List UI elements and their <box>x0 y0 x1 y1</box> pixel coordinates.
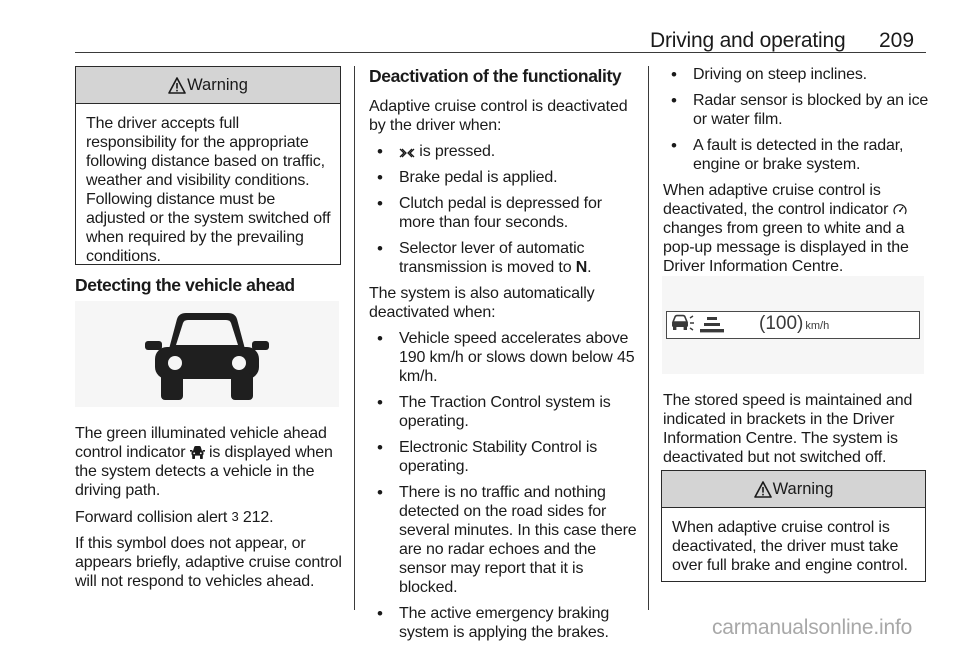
section-heading-detecting: Detecting the vehicle ahead <box>75 275 295 295</box>
page-number: 209 <box>879 29 915 52</box>
display-bar <box>666 311 920 339</box>
list-item: • Brake pedal is applied. <box>369 168 639 187</box>
auto-deactivation-list-continued <box>663 65 929 174</box>
list-item <box>369 142 639 161</box>
page-ref-arrow-icon: 3 <box>231 509 239 524</box>
paragraph-stored-speed: The stored speed is maintained and indicated in brackets in the Driver Information Centre. The system is deactivated but not switched off. <box>663 392 913 466</box>
auto-deactivation-list <box>369 329 639 642</box>
warning-box-deactivated <box>661 470 926 582</box>
paragraph-forward-collision-ref <box>75 507 343 527</box>
stored-speed-value: (100) <box>759 313 804 334</box>
text-span: is displayed when the system detects a vehicle in the driving path. <box>75 444 333 499</box>
warning-title: Warning <box>772 479 834 498</box>
watermark: carmanualsonline.info <box>712 616 913 639</box>
column-1-text <box>75 424 343 598</box>
column-3-text-bottom <box>663 391 929 474</box>
column-divider-2 <box>648 66 649 610</box>
speed-unit: km/h <box>805 320 830 332</box>
paragraph-vehicle-ahead-indicator <box>75 424 343 500</box>
paragraph-indicator-changes <box>663 181 929 276</box>
text-span: Forward collision alert <box>75 509 232 526</box>
adaptive-cruise-car-icon <box>671 314 695 334</box>
section-heading-deactivation: Deactivation of the functionality <box>369 66 622 86</box>
text-span: . <box>587 259 592 276</box>
warning-triangle-icon <box>168 77 186 94</box>
cancel-cruise-button-icon <box>399 148 415 158</box>
list-item: • The Traction Control system is operating. <box>369 393 639 431</box>
list-item: • There is no traffic and nothing detected on the road sides for several minutes. In this case there are no radar echoes and the sensor may report that it is blocked. <box>369 483 639 597</box>
warning-text: The driver accepts full responsibility for the appropriate following distance based on traffic, weather and visibility conditions. Following distance must be adjusted or the system switched off when required by the prevailing conditions. <box>86 115 331 265</box>
vehicle-ahead-indicator-icon <box>190 446 205 459</box>
paragraph-auto-deactivation: The system is also automatically deactivated when: <box>369 285 595 321</box>
text-span: The green illuminated vehicle ahead control indicator <box>75 425 327 461</box>
warning-header <box>662 471 925 508</box>
list-item: • Driving on steep inclines. <box>663 65 929 84</box>
text-span: is pressed. <box>415 143 496 160</box>
stored-speed-readout <box>759 313 829 335</box>
page-header-title: Driving and operating <box>650 29 846 52</box>
paragraph-symbol-not-appear: If this symbol does not appear, or appears briefly, adaptive cruise control will not respond to vehicles ahead. <box>75 535 342 590</box>
warning-header <box>76 67 340 104</box>
list-item: • Electronic Stability Control is operating. <box>369 438 639 476</box>
warning-text: When adaptive cruise control is deactivated, the driver must take over full brake and engine control. <box>672 519 908 574</box>
header-rule <box>75 52 926 53</box>
column-divider-1 <box>354 66 355 610</box>
text-span: changes from green to white and a pop-up message is displayed in the Driver Information Centre. <box>663 220 909 275</box>
list-item: • Radar sensor is blocked by an ice or water film. <box>663 91 929 129</box>
warning-title: Warning <box>187 75 248 94</box>
list-item: • Vehicle speed accelerates above 190 km/h or slows down below 45 km/h. <box>369 329 639 386</box>
vehicle-ahead-figure <box>75 301 339 407</box>
driver-information-centre-display <box>662 276 924 374</box>
gear-position-label: N <box>575 259 588 276</box>
column-3-text-top <box>663 65 929 283</box>
warning-triangle-icon <box>754 481 772 498</box>
list-item: • A fault is detected in the radar, engine or brake system. <box>663 136 929 174</box>
warning-box-following-distance <box>75 66 341 265</box>
following-distance-bars-icon <box>699 316 725 334</box>
list-item: • Clutch pedal is depressed for more than four seconds. <box>369 194 639 232</box>
driver-deactivation-list <box>369 142 639 277</box>
vehicle-ahead-icon <box>145 311 269 401</box>
text-span: Selector lever of automatic transmission is moved to <box>399 240 585 276</box>
text-span: When adaptive cruise control is deactivated, the control indicator <box>663 182 893 218</box>
text-span: 212. <box>238 509 274 526</box>
cruise-control-indicator-icon <box>893 204 907 216</box>
paragraph-deactivated-by-driver: Adaptive cruise control is deactivated by the driver when: <box>369 98 628 134</box>
list-item <box>369 239 639 277</box>
list-item: • The active emergency braking system is applying the brakes. <box>369 604 639 642</box>
column-2-text <box>369 97 639 649</box>
